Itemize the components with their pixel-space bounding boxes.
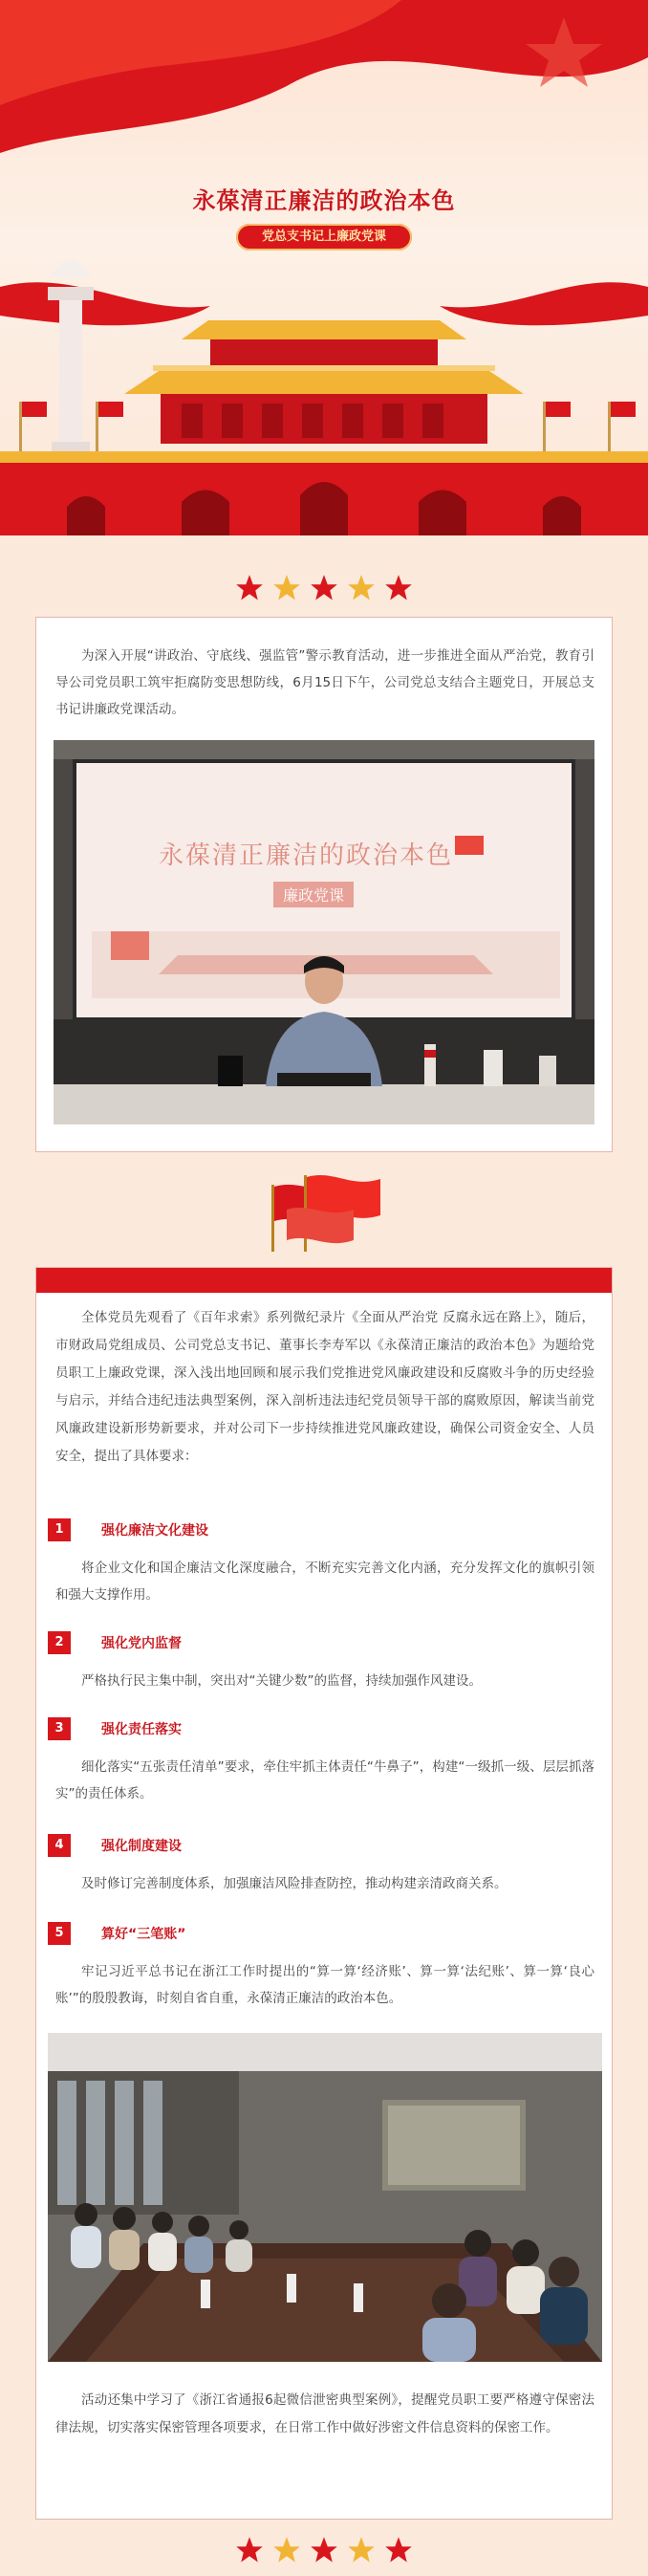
requirement-title: 算好“三笔账”	[101, 1927, 186, 1942]
star-icon	[310, 574, 338, 602]
requirement-item	[36, 1717, 614, 1807]
screen-title: 永葆清正廉洁的政治本色	[159, 841, 454, 870]
hero-illustration	[0, 0, 648, 535]
requirement-number: 5	[48, 1922, 71, 1945]
star-icon	[384, 574, 413, 602]
requirement-body: 严格执行民主集中制，突出对“关键少数”的监督，持续加强作风建设。	[81, 1673, 482, 1689]
star-icon	[272, 574, 301, 602]
requirement-body: 细化落实“五张责任清单”要求，牵住牢抓主体责任“牛鼻子”，构建“一级抓一级、层层抓落实”的责任体系。	[55, 1759, 594, 1801]
star-icon	[347, 574, 376, 602]
star-divider-bottom	[0, 2536, 648, 2568]
screen-subtitle: 廉政党课	[273, 882, 354, 907]
star-icon	[272, 2536, 301, 2565]
requirement-number: 3	[48, 1717, 71, 1740]
requirement-item	[36, 1834, 614, 1897]
requirement-item	[36, 1631, 614, 1694]
intro-paragraph: 为深入开展“讲政治、守底线、强监管”警示教育活动，进一步推进全面从严治党，教育引导公司党员职工筑牢拒腐防变思想防线，6月15日下午，公司党总支结合主题党日，开展总支书记讲廉政党课活动。	[55, 648, 594, 717]
requirement-number: 4	[48, 1834, 71, 1857]
requirement-title: 强化党内监督	[101, 1636, 182, 1651]
hero-banner	[0, 0, 648, 535]
requirement-item	[36, 1518, 614, 1608]
requirement-title: 强化制度建设	[101, 1839, 182, 1854]
main-paragraph: 全体党员先观看了《百年求索》系列微纪录片《全面从严治党 反腐永远在路上》，随后，市财政局党组成员、公司党总支书记、董事长李寿军以《永葆清正廉洁的政治本色》为题给党员职工上廉政党课，深入浅出地回顾和展示我们党推进党风廉政建设和反腐败斗争的历史经验与启示，并结合违纪违法典型案例，深入剖析违法违纪党员领导干部的腐败原因，解读当前党风廉政建设新形势新要求，并对公司下一步持续推进党风廉政建设，确保公司资金安全、人员安全，提出了具体要求：	[55, 1310, 594, 1464]
star-icon	[235, 574, 264, 602]
requirement-body: 及时修订完善制度体系，加强廉洁风险排查防控，推动构建亲清政商关系。	[81, 1876, 508, 1891]
requirement-title: 强化责任落实	[101, 1722, 182, 1737]
requirement-title: 强化廉洁文化建设	[101, 1523, 208, 1539]
requirement-number: 1	[48, 1518, 71, 1541]
star-icon	[310, 2536, 338, 2565]
lecture-photo-illustration	[54, 740, 594, 1124]
star-icon	[347, 2536, 376, 2565]
requirement-item	[36, 1922, 614, 2012]
card-top-bar	[36, 1268, 612, 1293]
intro-card	[35, 617, 613, 1152]
requirement-body: 将企业文化和国企廉洁文化深度融合，不断充实完善文化内涵，充分发挥文化的旗帜引领和强大支撑作用。	[55, 1561, 594, 1603]
flag-icon	[258, 1171, 392, 1257]
closing-paragraph: 活动还集中学习了《浙江省通报6起微信泄密典型案例》，提醒党员职工要严格遵守保密法律法规，切实落实保密管理各项要求，在日常工作中做好涉密文件信息资料的保密工作。	[55, 2392, 594, 2435]
star-divider-top	[0, 574, 648, 606]
page-title: 永葆清正廉洁的政治本色	[192, 187, 456, 214]
main-card	[35, 1267, 613, 2520]
star-icon	[235, 2536, 264, 2565]
meeting-photo	[48, 2033, 602, 2362]
requirement-body: 牢记习近平总书记在浙江工作时提出的“算一算‘经济账’、算一算‘法纪账’、算一算‘良心账’”的殷殷教诲，时刻自省自重，永葆清正廉洁的政治本色。	[55, 1964, 594, 2006]
star-icon	[384, 2536, 413, 2565]
requirement-number: 2	[48, 1631, 71, 1654]
subtitle-badge: 党总支书记上廉政党课	[236, 224, 412, 251]
lecture-photo	[54, 740, 594, 1124]
